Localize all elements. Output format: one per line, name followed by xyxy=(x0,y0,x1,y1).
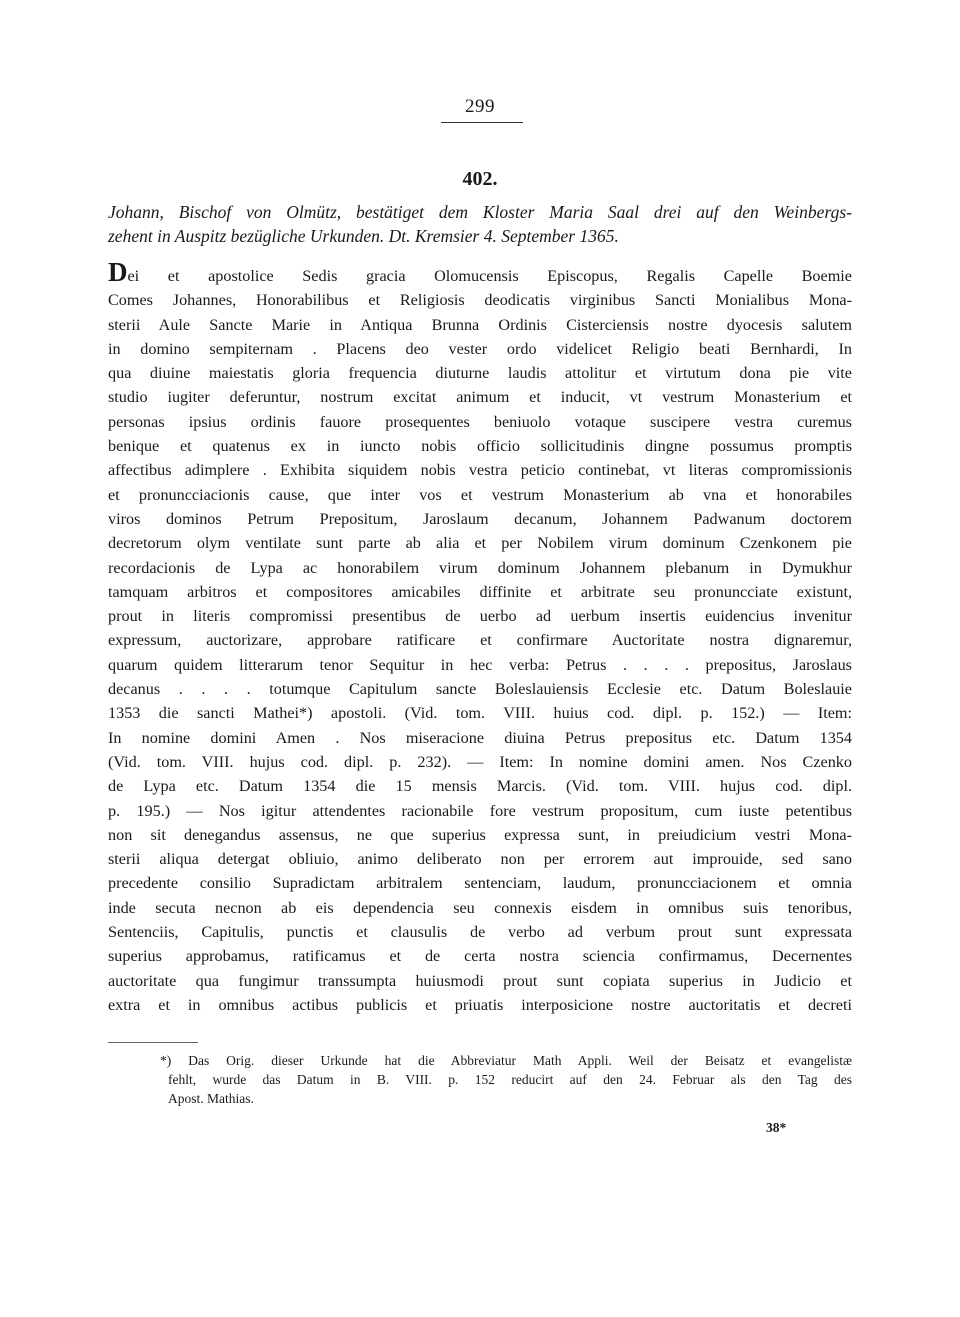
body-line: Sentenciis, Capitulis, punctis et clausulis de verbo ad verbum prout sunt expressata xyxy=(108,923,852,942)
body-line: inde secuta necnon ab eis dependencia seu connexis eisdem in omnibus suis tenoribus, xyxy=(108,898,852,917)
page-number-rule xyxy=(441,122,523,123)
body-line: sterii aliqua detergat obliuio, animo deliberato non per errorem aut improuide, sed sano xyxy=(108,850,852,869)
body-line: precedente consilio Supradictam arbitralem sentenciam, laudum, pronuncciacionem et omnia xyxy=(108,874,852,893)
body-line: qua diuine maiestatis gloria frequencia diuturne laudis attolitur et virtutum dona pie vite xyxy=(108,364,852,383)
body-line: personas ipsius ordinis fauore prosequentes beniuolo votaque suscipere vestra curemus xyxy=(108,412,852,431)
body-line: tamquam arbitros et compositores amicabiles diffinite et arbitrate seu pronuncciate existunt, xyxy=(108,582,852,601)
footnote-line: Apost. Mathias. xyxy=(168,1091,254,1106)
regest xyxy=(108,200,852,248)
body-text xyxy=(108,262,852,1017)
body-line: quarum quidem litterarum tenor Sequitur in hec verba: Petrus . . . . prepositus, Jaroslaus xyxy=(108,655,852,674)
body-line: non sit denegandus assensus, ne que superius expressa sunt, in preiudicium vestri Mona- xyxy=(108,825,852,844)
body-line xyxy=(108,262,852,288)
body-line: 1353 die sancti Mathei*) apostoli. (Vid. tom. VIII. huius cod. dipl. p. 152.) — Item: xyxy=(108,704,852,723)
body-line: extra et in omnibus actibus publicis et priuatis interposicione nostre auctoritatis et decreti xyxy=(108,995,852,1014)
body-line: benique et quatenus ex in iuncto nobis officio sollicitudinis dingne possumus promptis xyxy=(108,437,852,456)
body-line: superius approbamus, ratificamus et de certa nostra sciencia confirmamus, Decernentes xyxy=(108,947,852,966)
initial-letter: D xyxy=(108,262,128,287)
page-number: 299 xyxy=(465,96,495,117)
body-line: de Lypa etc. Datum 1354 die 15 mensis Marcis. (Vid. tom. VIII. hujus cod. dipl. xyxy=(108,777,852,796)
body-line: affectibus adimplere . Exhibita siquidem nobis vestra peticio continebat, vt literas compromissionis xyxy=(108,461,852,480)
body-line: prout in literis compromissi presentibus de uerbo ad uerbum insertis euidencius invenitur xyxy=(108,607,852,626)
body-line: In nomine domini Amen . Nos miseracione diuina Petrus prepositus etc. Datum 1354 xyxy=(108,728,852,747)
body-line: in domino sempiternam . Placens deo vester ordo videlicet Religio beati Bernhardi, In xyxy=(108,339,852,358)
footnote-line: *) Das Orig. dieser Urkunde hat die Abbreviatur Math Appli. Weil der Beisatz et evangelistæ xyxy=(160,1053,852,1068)
footnote-line: fehlt, wurde das Datum in B. VIII. p. 152 reducirt auf den 24. Februar als den Tag des xyxy=(168,1072,852,1087)
body-line-text: ei et apostolice Sedis gracia Olomucensis Episcopus, Regalis Capelle Boemie xyxy=(127,267,852,285)
regest-line: Johann, Bischof von Olmütz, bestätiget dem Kloster Maria Saal drei auf den Weinbergs- xyxy=(108,202,852,222)
body-line: (Vid. tom. VIII. hujus cod. dipl. p. 232). — Item: In nomine domini amen. Nos Czenko xyxy=(108,752,852,771)
body-line: recordacionis de Lypa ac honorabilem virum dominum Johannem plebanum in Dymukhur xyxy=(108,558,852,577)
body-line: decanus . . . . totumque Capitulum sancte Boleslauiensis Ecclesie etc. Datum Boleslauie xyxy=(108,680,852,699)
body-line: studio iugiter deferuntur, nostrum excitat animum et inducit, vt vestrum Monasterium et xyxy=(108,388,852,407)
body-line: viros dominos Petrum Prepositum, Jaroslaum decanum, Johannem Padwanum doctorem xyxy=(108,509,852,528)
regest-line: zehent in Auspitz bezügliche Urkunden. Dt. Kremsier 4. September 1365. xyxy=(108,226,619,246)
body-line: sterii Aule Sancte Marie in Antiqua Brunna Ordinis Cisterciensis nostre dyocesis salutem xyxy=(108,315,852,334)
body-line: p. 195.) — Nos igitur attendentes racionabile fore vestrum propositum, cum iuste petentibus xyxy=(108,801,852,820)
body-line: auctoritate qua fungimur transsumpta huiusmodi prout sunt copiata superius in Judicio et xyxy=(108,971,852,990)
sheet-signature: 38* xyxy=(766,1120,787,1135)
document-number: 402. xyxy=(462,168,498,190)
body-line: et pronuncciacionis cause, que inter vos et vestrum Monasterium ab vna et honorabiles xyxy=(108,485,852,504)
footnote-rule xyxy=(108,1042,198,1043)
body-line: Comes Johannes, Honorabilibus et Religiosis deodicatis virginibus Sancti Monialibus Mona- xyxy=(108,291,852,310)
body-line: expressum, auctorizare, approbare ratificare et confirmare Auctoritate nostra dignaremur, xyxy=(108,631,852,650)
footnote xyxy=(160,1051,852,1108)
body-line: decretorum olym ventilate sunt parte ab alia et per Nobilem virum dominum Czenkonem pie xyxy=(108,534,852,553)
